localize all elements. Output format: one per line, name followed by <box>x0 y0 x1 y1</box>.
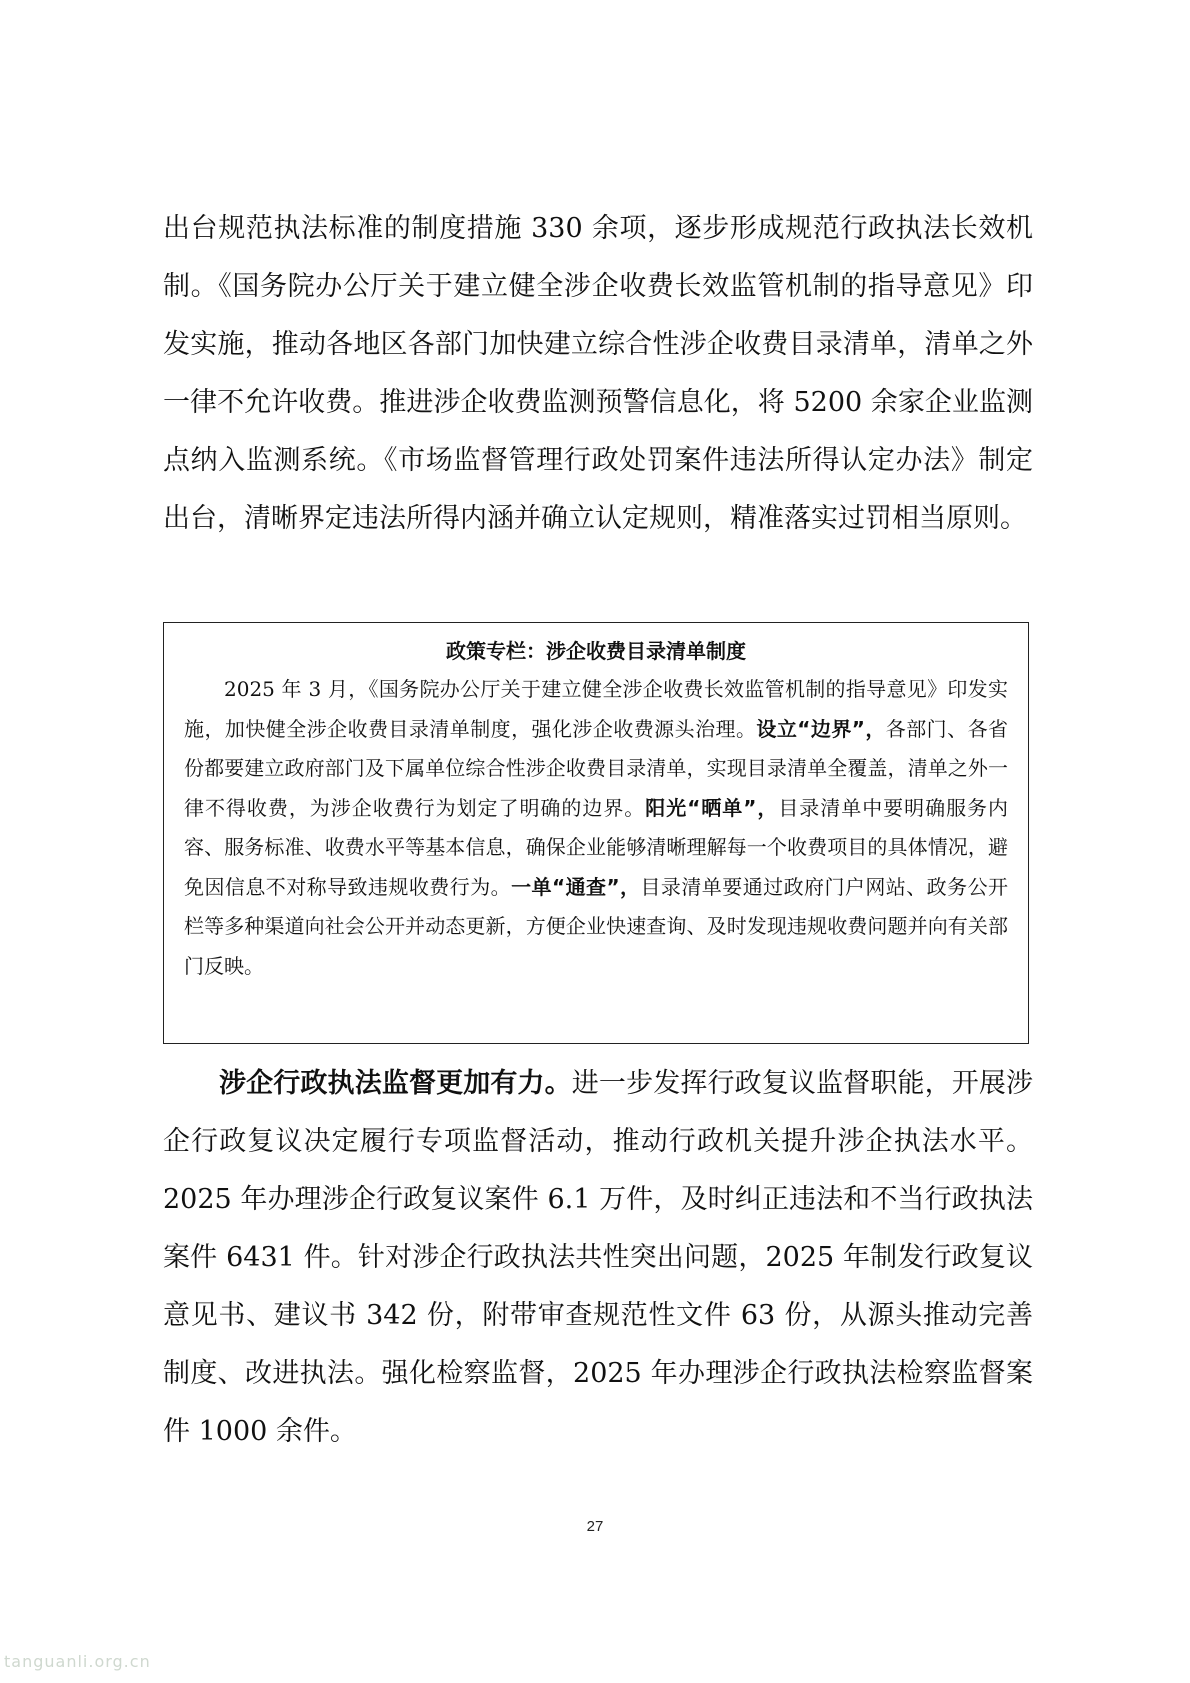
policy-bold-sunshine: 阳光“晒单”， <box>645 795 779 820</box>
policy-text-lookup: 目录清单要通过政府门户网站、政务公开栏等多种渠道向社会公开并动态更新，方便企业快速查询、及时发现违规收费问题并向有关部门反映。 <box>184 874 1009 978</box>
policy-text-boundary: 各部门、各省份都要建立政府部门及下属单位综合性涉企收费目录清单，实现目录清单全覆盖，清单之外一律不得收费，为涉企收费行为划定了明确的边界。 <box>184 716 1009 820</box>
site-watermark: tanguanli.org.cn <box>4 1652 151 1671</box>
body-paragraph-top: 出台规范执法标准的制度措施 330 余项，逐步形成规范行政执法长效机制。《国务院办公厅关于建立健全涉企收费长效监管机制的指导意见》印发实施，推动各地区各部门加快建立综合性涉企收费目录清单，清单之外一律不允许收费。推进涉企收费监测预警信息化，将 5200 余家企业监测点纳入监测系统。《市场监督管理行政处罚案件违法所得认定办法》制定出台，清晰界定违法所得内涵并确立认定规则，精准落实过罚相当原则。 <box>163 213 1033 534</box>
policy-bold-lookup: 一单“通查”， <box>511 874 641 899</box>
policy-bold-boundary: 设立“边界”， <box>756 716 886 741</box>
policy-text-sunshine: 目录清单中要明确服务内容、服务标准、收费水平等基本信息，确保企业能够清晰理解每一个收费项目的具体情况，避免因信息不对称导致违规收费行为。 <box>184 795 1009 899</box>
page-number: 27 <box>586 1518 604 1535</box>
policy-column-box <box>163 622 1029 1044</box>
policy-intro: 2025 年 3 月，《国务院办公厅关于建立健全涉企收费长效监管机制的指导意见》印发实施，加快健全涉企收费目录清单制度，强化涉企收费源头治理。 <box>184 677 1008 741</box>
paragraph-lead-heading: 涉企行政执法监督更加有力。 <box>219 1068 572 1099</box>
policy-box-body <box>184 670 1008 986</box>
policy-box-title: 政策专栏：涉企收费目录清单制度 <box>446 639 746 663</box>
body-paragraph-bottom <box>163 1055 1033 1461</box>
paragraph-bottom-text: 进一步发挥行政复议监督职能，开展涉企行政复议决定履行专项监督活动，推动行政机关提升涉企执法水平。2025 年办理涉企行政复议案件 6.1 万件，及时纠正违法和不当行政执法案件 6431 件。针对涉企行政执法共性突出问题，2025 年制发行政复议意见书、建议书 342 份，附带审查规范性文件 63 份，从源头推动完善制度、改进执法。强化检察监督，2025 年办理涉企行政执法检察监督案件 1000 余件。 <box>163 1068 1034 1447</box>
